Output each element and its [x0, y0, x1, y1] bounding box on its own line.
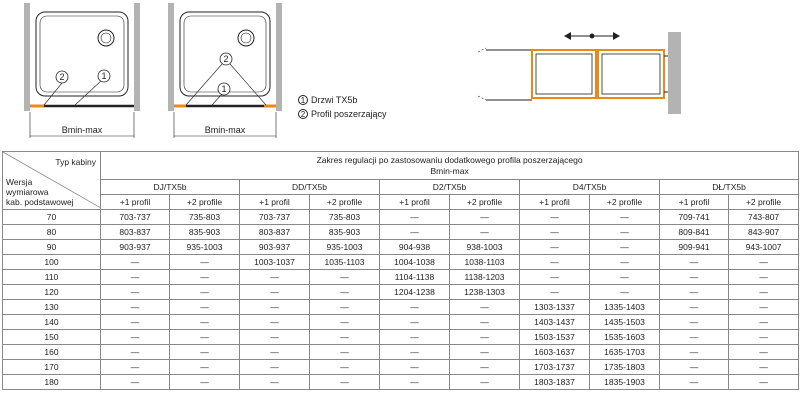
range-cell: — — [660, 345, 729, 360]
range-cell: — — [310, 270, 380, 285]
range-cell: 938-1003 — [450, 240, 520, 255]
range-cell: — — [240, 300, 310, 315]
range-cell: 709-741 — [660, 210, 729, 225]
range-cell: — — [101, 330, 170, 345]
range-cell: — — [310, 300, 380, 315]
range-cell: — — [590, 255, 660, 270]
sub-header: +1 profil — [240, 195, 310, 210]
range-cell: — — [729, 360, 799, 375]
svg-text:Bmin-max: Bmin-max — [61, 125, 103, 135]
range-cell: — — [380, 225, 450, 240]
table-row — [3, 375, 799, 390]
profile-header-row — [3, 195, 799, 210]
range-cell: — — [310, 330, 380, 345]
size-cell: 130 — [3, 300, 101, 315]
range-cell: — — [170, 270, 240, 285]
range-cell: — — [170, 375, 240, 390]
table-row — [3, 225, 799, 240]
range-cell: — — [170, 360, 240, 375]
range-cell: — — [660, 330, 729, 345]
range-cell: 903-937 — [101, 240, 170, 255]
range-cell: — — [660, 285, 729, 300]
range-cell: — — [380, 330, 450, 345]
range-cell: 1803-1837 — [520, 375, 590, 390]
range-cell: — — [310, 315, 380, 330]
range-cell: — — [450, 300, 520, 315]
table-body — [3, 210, 799, 390]
range-cell: — — [101, 270, 170, 285]
range-cell: — — [101, 345, 170, 360]
range-cell: — — [729, 270, 799, 285]
range-cell: 835-903 — [310, 225, 380, 240]
regulation-range-table — [2, 151, 799, 390]
arrow-right-icon — [613, 32, 620, 40]
range-cell: 703-737 — [240, 210, 310, 225]
range-cell: — — [729, 315, 799, 330]
range-cell: 935-1003 — [170, 240, 240, 255]
range-cell: — — [520, 225, 590, 240]
range-cell: — — [450, 210, 520, 225]
cabin-header: DJ/TX5b — [101, 180, 240, 195]
range-cell: 1035-1103 — [310, 255, 380, 270]
cabin-header: D2/TX5b — [380, 180, 520, 195]
range-cell: — — [450, 345, 520, 360]
range-cell: — — [729, 285, 799, 300]
svg-text:2: 2 — [223, 54, 229, 64]
range-cell: — — [170, 315, 240, 330]
range-cell: 1735-1803 — [590, 360, 660, 375]
cabin-type-label: Typ kabiny — [55, 157, 96, 167]
range-cell: — — [450, 315, 520, 330]
range-cell: — — [590, 240, 660, 255]
range-cell: — — [729, 375, 799, 390]
cabin-header: D4/TX5b — [520, 180, 660, 195]
range-cell: — — [729, 255, 799, 270]
range-cell: — — [729, 330, 799, 345]
range-cell: — — [520, 210, 590, 225]
range-cell: — — [590, 210, 660, 225]
sub-header: +1 profil — [101, 195, 170, 210]
legend-number-icon: 1 — [298, 95, 308, 105]
range-cell: — — [380, 375, 450, 390]
range-cell: — — [170, 285, 240, 300]
range-cell: 843-907 — [729, 225, 799, 240]
range-cell: — — [310, 285, 380, 300]
cabin-header: DD/TX5b — [240, 180, 380, 195]
table-corner-header — [3, 152, 101, 210]
table-row — [3, 330, 799, 345]
range-cell: — — [520, 270, 590, 285]
size-cell: 140 — [3, 315, 101, 330]
range-cell: 935-1003 — [310, 240, 380, 255]
range-cell: — — [520, 285, 590, 300]
size-cell: 150 — [3, 330, 101, 345]
range-cell: — — [590, 225, 660, 240]
range-cell: — — [240, 360, 310, 375]
cabin-header-row — [3, 180, 799, 195]
range-cell: 743-807 — [729, 210, 799, 225]
range-cell: — — [729, 345, 799, 360]
range-cell: 1603-1637 — [520, 345, 590, 360]
range-cell: — — [590, 285, 660, 300]
range-cell: 1104-1138 — [380, 270, 450, 285]
range-cell: 809-841 — [660, 225, 729, 240]
range-cell: — — [380, 315, 450, 330]
range-cell: — — [240, 330, 310, 345]
range-cell: — — [520, 240, 590, 255]
table-row — [3, 345, 799, 360]
range-cell: — — [240, 315, 310, 330]
range-cell: 803-837 — [240, 225, 310, 240]
table-row — [3, 270, 799, 285]
sub-header: +1 profil — [660, 195, 729, 210]
sub-header: +2 profile — [590, 195, 660, 210]
range-cell: 903-937 — [240, 240, 310, 255]
range-cell: — — [170, 255, 240, 270]
cabin-header: DŁ/TX5b — [660, 180, 799, 195]
range-cell: — — [310, 375, 380, 390]
range-cell: 1435-1503 — [590, 315, 660, 330]
range-cell: — — [450, 360, 520, 375]
diagram-legend — [298, 93, 387, 121]
legend-label: Drzwi TX5b — [311, 95, 358, 105]
range-cell: — — [660, 375, 729, 390]
legend-number-icon: 2 — [298, 109, 308, 119]
legend-item — [298, 107, 387, 121]
range-cell: — — [660, 255, 729, 270]
range-cell: 703-737 — [101, 210, 170, 225]
size-cell: 110 — [3, 270, 101, 285]
range-cell: — — [101, 360, 170, 375]
installation-diagrams — [0, 0, 800, 150]
svg-text:1: 1 — [221, 84, 227, 94]
sub-header: +2 profile — [450, 195, 520, 210]
range-cell: — — [380, 360, 450, 375]
range-cell: — — [240, 375, 310, 390]
diagram-left — [24, 3, 140, 138]
range-cell: 1303-1337 — [520, 300, 590, 315]
size-cell: 70 — [3, 210, 101, 225]
range-cell: 1403-1437 — [520, 315, 590, 330]
svg-text:2: 2 — [59, 72, 65, 82]
range-cell: — — [240, 270, 310, 285]
range-cell: — — [170, 300, 240, 315]
range-cell: 1204-1238 — [380, 285, 450, 300]
size-cell: 170 — [3, 360, 101, 375]
range-cell: 1703-1737 — [520, 360, 590, 375]
table-row — [3, 210, 799, 225]
range-cell: 904-938 — [380, 240, 450, 255]
table-row — [3, 240, 799, 255]
range-cell: — — [380, 345, 450, 360]
version-label: Wersja wymiarowa kab. podstawowej — [6, 177, 74, 207]
range-cell: — — [450, 225, 520, 240]
range-cell: 1835-1903 — [590, 375, 660, 390]
size-cell: 180 — [3, 375, 101, 390]
range-cell: 1004-1038 — [380, 255, 450, 270]
range-cell: — — [170, 345, 240, 360]
sub-header: +2 profile — [729, 195, 799, 210]
table-main-header: Zakres regulacji po zastosowaniu dodatkowego profila poszerzającego Bmin-max — [101, 152, 799, 180]
range-cell: — — [520, 255, 590, 270]
range-cell: 1335-1403 — [590, 300, 660, 315]
legend-item — [298, 93, 387, 107]
range-cell: — — [101, 255, 170, 270]
range-cell: — — [101, 300, 170, 315]
range-cell: 803-837 — [101, 225, 170, 240]
size-cell: 90 — [3, 240, 101, 255]
sub-header: +1 profil — [380, 195, 450, 210]
range-cell: — — [450, 375, 520, 390]
range-cell: — — [450, 330, 520, 345]
range-cell: — — [240, 285, 310, 300]
range-cell: — — [170, 330, 240, 345]
sub-header: +2 profile — [310, 195, 380, 210]
arrow-left-icon — [564, 32, 571, 40]
size-cell: 120 — [3, 285, 101, 300]
profile-detail-diagram — [478, 32, 681, 114]
range-cell: 1635-1703 — [590, 345, 660, 360]
range-cell: 1038-1103 — [450, 255, 520, 270]
range-cell: 735-803 — [310, 210, 380, 225]
sub-header: +1 profil — [520, 195, 590, 210]
range-cell: — — [660, 360, 729, 375]
range-cell: 1503-1537 — [520, 330, 590, 345]
range-cell: 735-803 — [170, 210, 240, 225]
range-cell: — — [101, 285, 170, 300]
table-row — [3, 300, 799, 315]
range-cell: 1535-1603 — [590, 330, 660, 345]
range-cell: 1138-1203 — [450, 270, 520, 285]
svg-text:1: 1 — [101, 71, 107, 81]
range-cell: — — [380, 300, 450, 315]
range-cell: — — [660, 315, 729, 330]
range-cell: — — [660, 270, 729, 285]
range-cell: — — [240, 345, 310, 360]
sub-header: +2 profile — [170, 195, 240, 210]
legend-label: Profil poszerzający — [311, 109, 387, 119]
table-row — [3, 360, 799, 375]
range-cell: — — [310, 345, 380, 360]
range-cell: — — [101, 315, 170, 330]
range-cell: 835-903 — [170, 225, 240, 240]
table-row — [3, 315, 799, 330]
range-cell: 1238-1303 — [450, 285, 520, 300]
diagram-middle — [168, 3, 282, 138]
size-cell: 160 — [3, 345, 101, 360]
range-cell: 909-941 — [660, 240, 729, 255]
range-cell: 1003-1037 — [240, 255, 310, 270]
table-row — [3, 255, 799, 270]
size-cell: 80 — [3, 225, 101, 240]
range-cell: 943-1007 — [729, 240, 799, 255]
range-cell: — — [310, 360, 380, 375]
range-cell: — — [660, 300, 729, 315]
svg-text:Bmin-max: Bmin-max — [204, 125, 246, 135]
diagram-area — [0, 0, 800, 150]
size-cell: 100 — [3, 255, 101, 270]
range-cell: — — [590, 270, 660, 285]
table-row — [3, 285, 799, 300]
range-cell: — — [380, 210, 450, 225]
range-cell: — — [729, 300, 799, 315]
range-cell: — — [101, 375, 170, 390]
